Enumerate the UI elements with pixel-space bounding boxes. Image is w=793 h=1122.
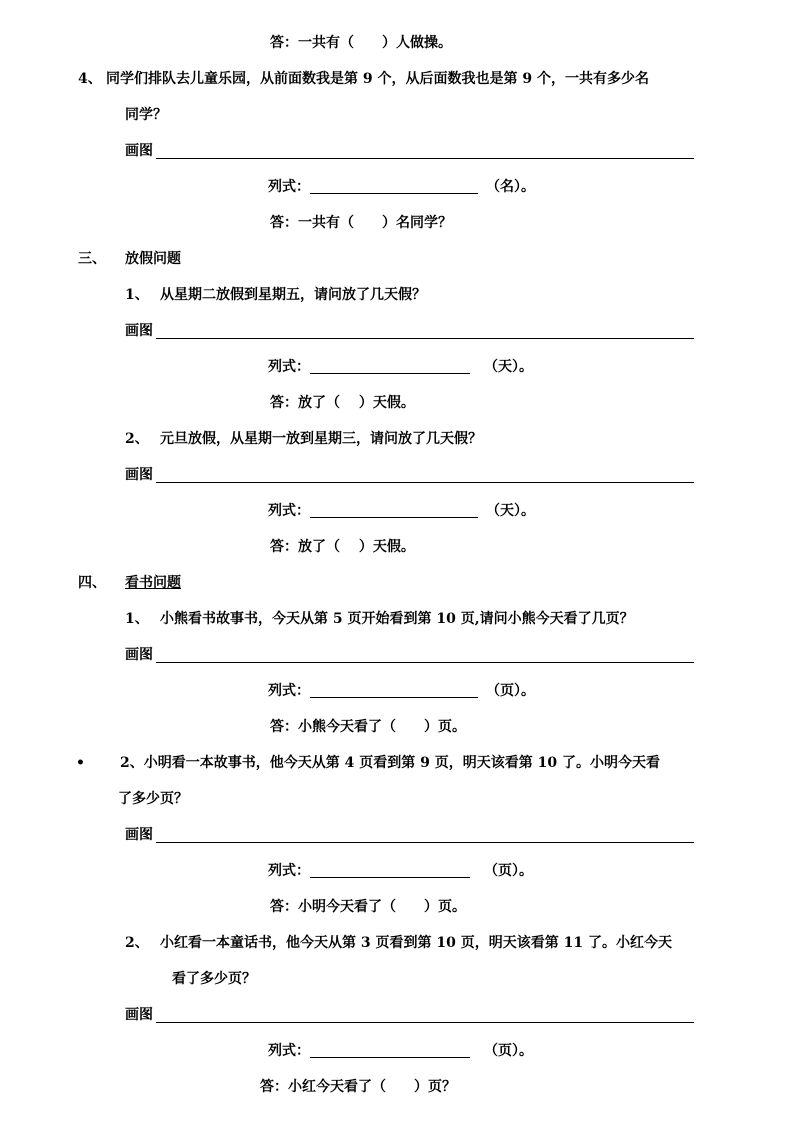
unit-label: （天）。 bbox=[484, 359, 533, 375]
draw-label: 画图 bbox=[125, 323, 153, 339]
draw-area-line[interactable] bbox=[156, 158, 694, 159]
formula-label: 列式： bbox=[268, 863, 310, 879]
unit-label: （天）。 bbox=[486, 503, 535, 519]
draw-label: 画图 bbox=[125, 143, 153, 159]
draw-area-line[interactable] bbox=[156, 338, 694, 339]
question-number: 4、 bbox=[78, 71, 102, 87]
formula-label: 列式： bbox=[268, 1043, 310, 1059]
question-number: 2、 bbox=[125, 431, 149, 447]
section-title: 看书问题 bbox=[125, 575, 181, 591]
formula-blank[interactable] bbox=[310, 863, 470, 878]
question-text: 小熊看书故事书，今天从第 5 页开始看到第 10 页,请问小熊今天看了几页？ bbox=[160, 611, 634, 627]
question-text: 2、小明看一本故事书，他今天从第 4 页看到第 9 页，明天该看第 10 了。小明今天看 bbox=[120, 755, 660, 771]
question-text-continued: 同学？ bbox=[125, 107, 167, 123]
unit-label: （页）。 bbox=[486, 683, 535, 699]
formula-row bbox=[268, 357, 533, 377]
formula-blank[interactable] bbox=[310, 179, 478, 194]
formula-row bbox=[268, 681, 535, 701]
unit-label: （页）。 bbox=[484, 1043, 533, 1059]
formula-label: 列式： bbox=[268, 179, 310, 195]
formula-blank[interactable] bbox=[310, 503, 478, 518]
formula-blank[interactable] bbox=[310, 1043, 470, 1058]
formula-label: 列式： bbox=[268, 503, 310, 519]
question-text-continued: 了多少页？ bbox=[118, 791, 188, 807]
formula-row bbox=[268, 501, 535, 521]
draw-area-line[interactable] bbox=[156, 842, 694, 843]
answer-line: 答：放了（ ）天假。 bbox=[270, 539, 415, 555]
draw-label: 画图 bbox=[125, 647, 153, 663]
draw-label: 画图 bbox=[125, 827, 153, 843]
formula-row bbox=[268, 1041, 533, 1061]
bullet: • bbox=[76, 755, 85, 771]
unit-label: （名）。 bbox=[486, 179, 535, 195]
question-number: 2、 bbox=[125, 935, 149, 951]
draw-area-line[interactable] bbox=[156, 1022, 694, 1023]
answer-line: 答：小熊今天看了（ ）页。 bbox=[270, 719, 466, 735]
question-text: 从星期二放假到星期五，请问放了几天假？ bbox=[160, 287, 426, 303]
question-text-continued: 看了多少页？ bbox=[172, 971, 256, 987]
section-title: 放假问题 bbox=[125, 251, 181, 267]
formula-label: 列式： bbox=[268, 683, 310, 699]
question-text: 小红看一本童话书，他今天从第 3 页看到第 10 页，明天该看第 11 了。小红今天 bbox=[160, 935, 672, 951]
answer-line: 答：小红今天看了（ ）页？ bbox=[260, 1079, 456, 1095]
answer-line: 答：小明今天看了（ ）页。 bbox=[270, 899, 466, 915]
draw-area-line[interactable] bbox=[156, 662, 694, 663]
section-number: 三、 bbox=[78, 251, 106, 267]
draw-area-line[interactable] bbox=[156, 482, 694, 483]
unit-label: （页）。 bbox=[484, 863, 533, 879]
question-text: 元旦放假，从星期一放到星期三，请问放了几天假？ bbox=[160, 431, 482, 447]
question-number: 1、 bbox=[125, 287, 149, 303]
answer-line: 答：一共有（ ）人做操。 bbox=[270, 35, 452, 51]
formula-blank[interactable] bbox=[310, 683, 478, 698]
formula-row bbox=[268, 861, 533, 881]
draw-label: 画图 bbox=[125, 467, 153, 483]
question-number: 1、 bbox=[125, 611, 149, 627]
formula-blank[interactable] bbox=[310, 359, 470, 374]
section-number: 四、 bbox=[78, 575, 106, 591]
draw-label: 画图 bbox=[125, 1007, 153, 1023]
answer-line: 答：放了（ ）天假。 bbox=[270, 395, 415, 411]
formula-row bbox=[268, 177, 535, 197]
formula-label: 列式： bbox=[268, 359, 310, 375]
question-text: 同学们排队去儿童乐园，从前面数我是第 9 个，从后面数我也是第 9 个，一共有多少名 bbox=[106, 71, 649, 87]
answer-line: 答：一共有（ ）名同学？ bbox=[270, 215, 452, 231]
